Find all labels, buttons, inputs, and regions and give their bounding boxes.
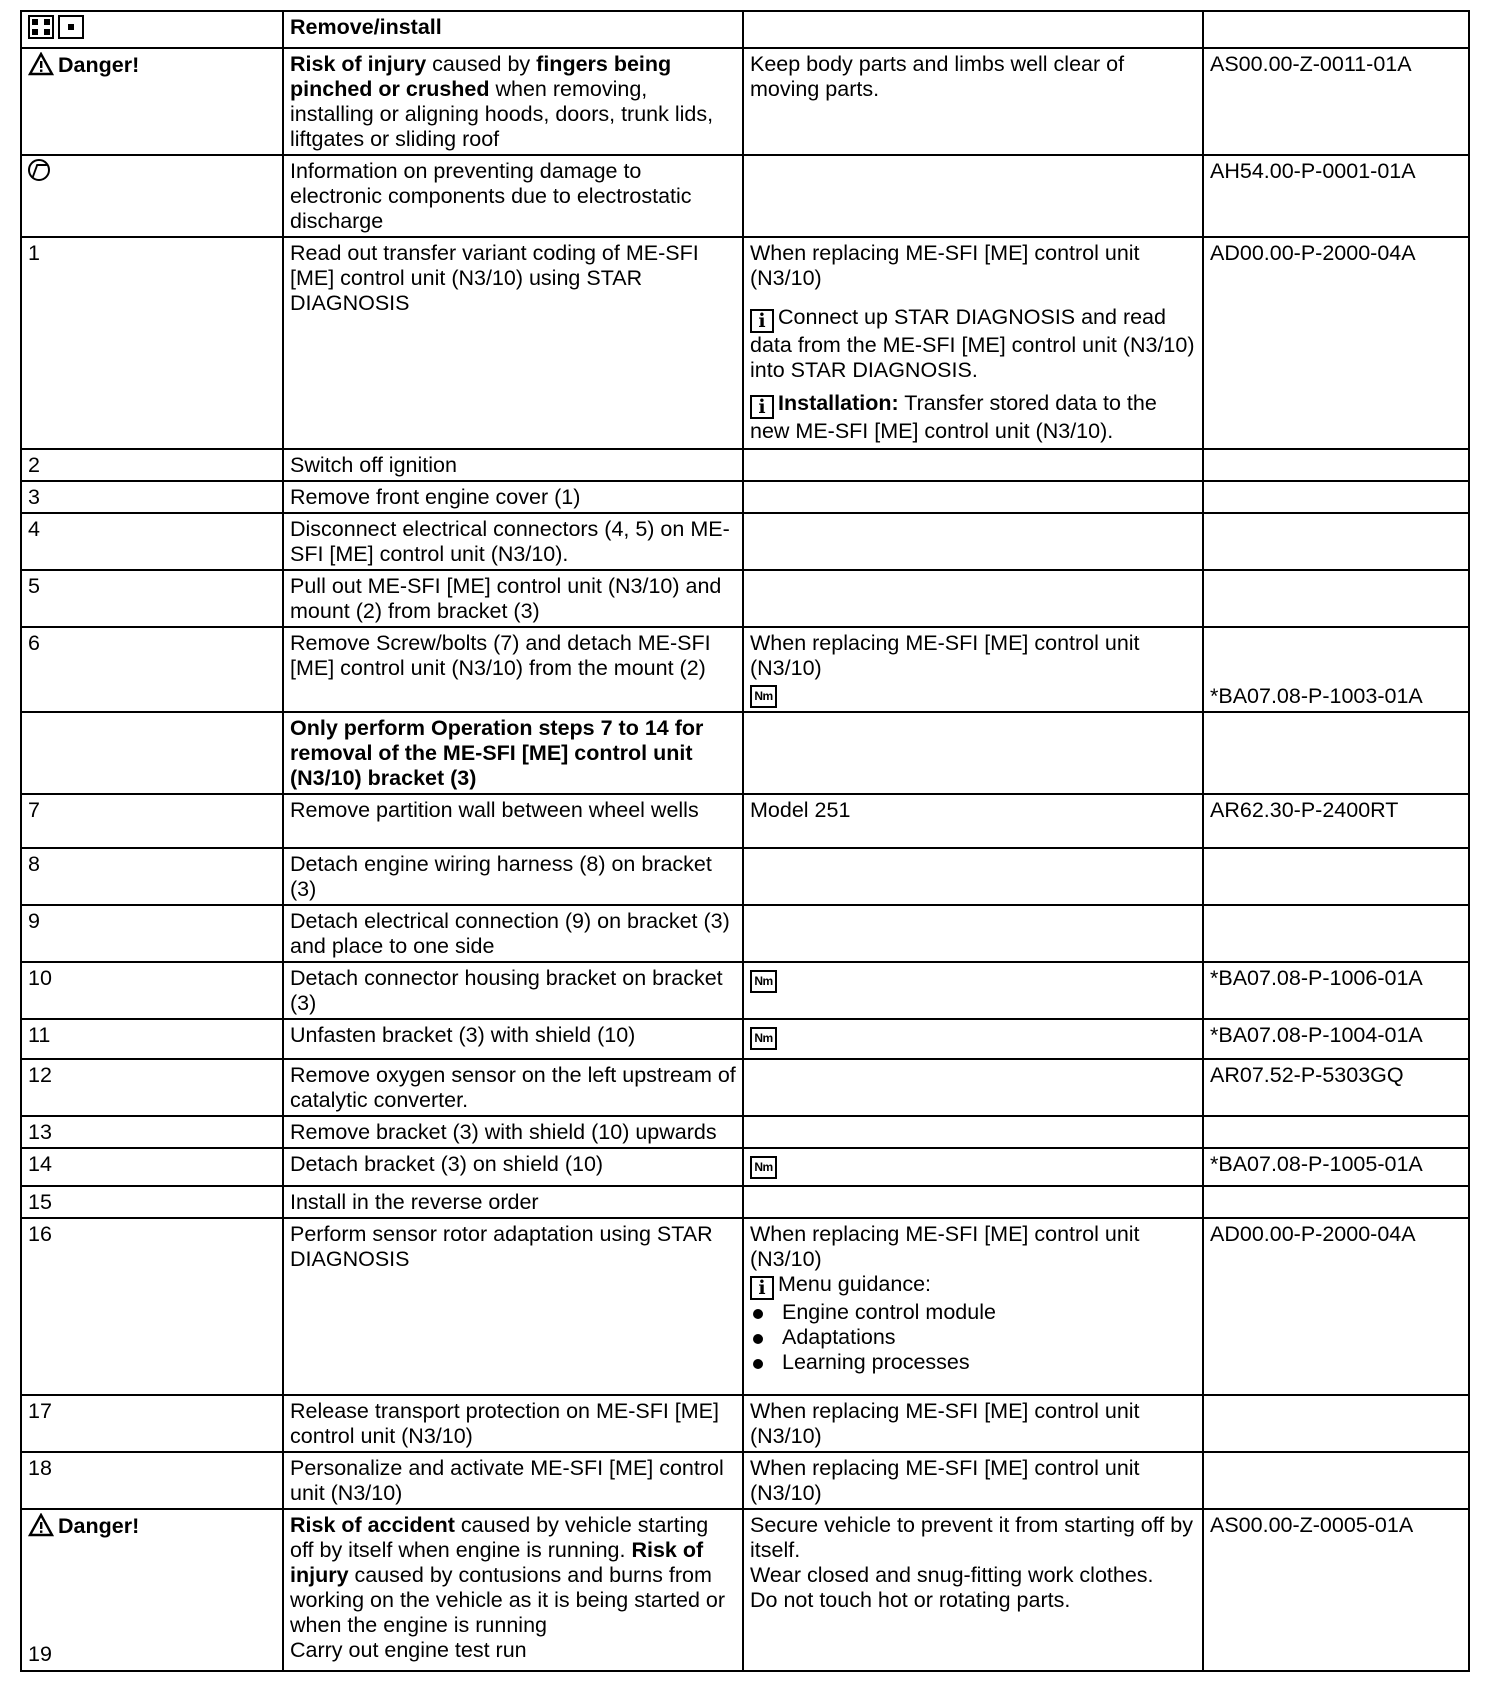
doc-reference[interactable]: AD00.00-P-2000-04A [1210,241,1416,265]
danger-label: Danger! [58,53,140,77]
warning-triangle-icon [28,1513,54,1537]
doc-reference[interactable]: AR62.30-P-2400RT [1210,798,1399,822]
torque-icon[interactable]: Nm [750,970,777,993]
table-row: 12 Remove oxygen sensor on the left upstream of catalytic converter. AR07.52-P-5303GQ [21,1059,1469,1116]
list-item: Adaptations [750,1325,1196,1350]
section-note: Only perform Operation steps 7 to 14 for removal of the ME-SFI [ME] control unit (N3/10) bracket (3) [290,716,704,790]
table-row: 9 Detach electrical connection (9) on bracket (3) and place to one side [21,905,1469,962]
doc-reference[interactable]: *BA07.08-P-1005-01A [1210,1152,1423,1176]
danger-label: Danger! [58,1514,140,1538]
table-row: 3 Remove front engine cover (1) [21,481,1469,513]
doc-reference[interactable]: AS00.00-Z-0011-01A [1210,52,1412,76]
table-row: 17 Release transport protection on ME-SFI [ME] control unit (N3/10) When replacing ME-SFI [ME] control unit (N3/10) [21,1395,1469,1452]
info-icon: i [750,395,774,419]
torque-icon[interactable]: Nm [750,685,777,708]
table-row: 14 Detach bracket (3) on shield (10) Nm *BA07.08-P-1005-01A [21,1148,1469,1186]
warning-triangle-icon [28,52,54,76]
menu-path-list [750,1300,1196,1375]
table-row [21,712,1469,794]
table-row: 18 Personalize and activate ME-SFI [ME] control unit (N3/10) When replacing ME-SFI [ME] control unit (N3/10) [21,1452,1469,1509]
table-header-row [21,11,1469,48]
table-row: Danger! 19 Risk of accident caused by vehicle starting off by itself when engine is running. Risk of injury caused by contusions and burns from working on the vehicle as it is being started or when the engine is running Carry out engine test run Secure vehicle to prevent it from starting off by itself. Wear closed and snug-fitting work clothes. Do not touch hot or rotating parts. AS00.00-Z-0005-01A [21,1509,1469,1671]
list-item: Engine control module [750,1300,1196,1325]
list-item: Learning processes [750,1350,1196,1375]
step-number: 1 [28,241,40,265]
doc-reference[interactable]: AH54.00-P-0001-01A [1210,159,1416,183]
table-row: 5 Pull out ME-SFI [ME] control unit (N3/10) and mount (2) from bracket (3) [21,570,1469,627]
table-row: 4 Disconnect electrical connectors (4, 5) on ME-SFI [ME] control unit (N3/10). [21,513,1469,570]
remove-install-icon [28,15,84,39]
doc-reference[interactable]: *BA07.08-P-1004-01A [1210,1023,1423,1047]
table-row: 11 Unfasten bracket (3) with shield (10) Nm *BA07.08-P-1004-01A [21,1019,1469,1059]
doc-reference[interactable]: AR07.52-P-5303GQ [1210,1063,1404,1087]
procedure-table [20,10,1470,1672]
table-row: 10 Detach connector housing bracket on bracket (3) Nm *BA07.08-P-1006-01A [21,962,1469,1019]
esd-warning-icon [28,159,50,181]
table-row: 7 Remove partition wall between wheel wells Model 251 AR62.30-P-2400RT [21,794,1469,848]
info-icon: i [750,309,774,333]
doc-reference[interactable]: *BA07.08-P-1006-01A [1210,966,1423,990]
torque-icon[interactable]: Nm [750,1156,777,1179]
table-row: Information on preventing damage to electronic components due to electrostatic discharge AH54.00-P-0001-01A [21,155,1469,237]
table-row: 6 Remove Screw/bolts (7) and detach ME-SFI [ME] control unit (N3/10) from the mount (2) When replacing ME-SFI [ME] control unit (N3/10) Nm *BA07.08-P-1003-01A [21,627,1469,712]
info-icon: i [750,1276,774,1300]
table-row: 13 Remove bracket (3) with shield (10) upwards [21,1116,1469,1148]
table-row: 8 Detach engine wiring harness (8) on bracket (3) [21,848,1469,905]
table-row: 1 Read out transfer variant coding of ME-SFI [ME] control unit (N3/10) using STAR DIAGNOSIS When replacing ME-SFI [ME] control unit (N3/10) i Connect up STAR DIAGNOSIS and read data from the ME-SFI [ME] control unit (N3/10) into STAR DIAGNOSIS. i Installation: Transfer stored data to the new ME-SFI [ME] control unit (N3/10). AD00.00-P-2000-04A [21,237,1469,449]
table-row: Danger! Risk of injury caused by fingers being pinched or crushed when removing, installing or aligning hoods, doors, trunk lids, liftgates or sliding roof Keep body parts and limbs well clear of moving parts. AS00.00-Z-0011-01A [21,48,1469,155]
doc-reference[interactable]: AD00.00-P-2000-04A [1210,1222,1416,1246]
doc-reference[interactable]: *BA07.08-P-1003-01A [1210,684,1423,708]
table-row: 15 Install in the reverse order [21,1186,1469,1218]
table-row: 16 Perform sensor rotor adaptation using STAR DIAGNOSIS When replacing ME-SFI [ME] control unit (N3/10) i Menu guidance: Engine control module Adaptations Learning processes AD00.00-P-2000-04A [21,1218,1469,1395]
torque-icon[interactable]: Nm [750,1027,777,1050]
page-title: Remove/install [290,15,442,39]
doc-reference[interactable]: AS00.00-Z-0005-01A [1210,1513,1414,1537]
table-row: 2 Switch off ignition [21,449,1469,481]
